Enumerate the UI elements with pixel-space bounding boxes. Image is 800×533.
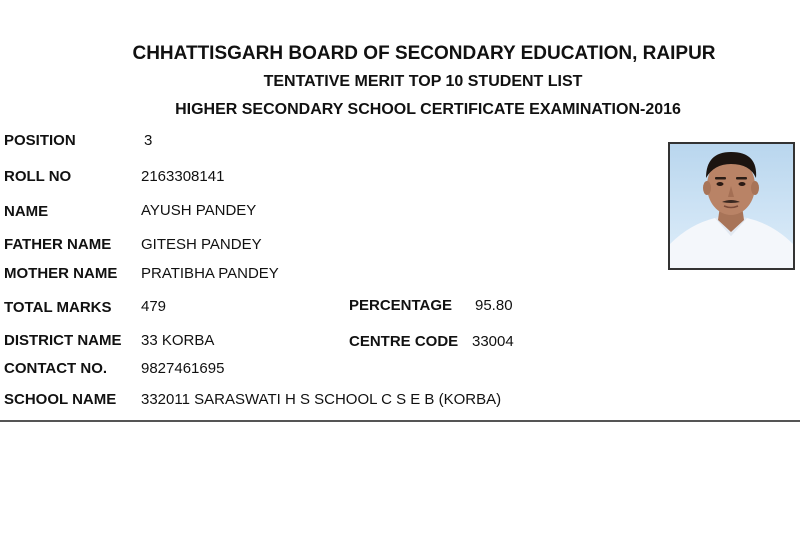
name-label: NAME xyxy=(4,203,49,220)
exam-title: HIGHER SECONDARY SCHOOL CERTIFICATE EXAMINATION-2016 xyxy=(175,101,681,118)
section-divider xyxy=(0,420,800,422)
student-photo xyxy=(668,142,795,270)
father-name-label: FATHER NAME xyxy=(4,236,112,253)
list-title: TENTATIVE MERIT TOP 10 STUDENT LIST xyxy=(263,73,583,90)
percentage-value: 95.80 xyxy=(475,297,513,314)
total-marks-label: TOTAL MARKS xyxy=(4,299,112,316)
roll-no-label: ROLL NO xyxy=(4,168,72,185)
district-name-label: DISTRICT NAME xyxy=(4,332,122,349)
position-value: 3 xyxy=(144,132,153,149)
father-name-value: GITESH PANDEY xyxy=(141,236,262,253)
district-name-value: 33 KORBA xyxy=(141,332,215,349)
school-name-label: SCHOOL NAME xyxy=(4,391,117,408)
percentage-label: PERCENTAGE xyxy=(349,297,453,314)
contact-no-label: CONTACT NO. xyxy=(4,360,108,377)
board-title: CHHATTISGARH BOARD OF SECONDARY EDUCATION, RAIPUR xyxy=(132,43,716,64)
centre-code-value: 33004 xyxy=(472,333,514,350)
student-photo-icon xyxy=(670,144,793,268)
centre-code-label: CENTRE CODE xyxy=(349,333,459,350)
total-marks-value: 479 xyxy=(141,298,167,315)
roll-no-value: 2163308141 xyxy=(141,168,225,185)
name-value: AYUSH PANDEY xyxy=(141,202,257,219)
school-name-value: 332011 SARASWATI H S SCHOOL C S E B (KORBA) xyxy=(141,391,502,408)
mother-name-value: PRATIBHA PANDEY xyxy=(141,265,279,282)
position-label: POSITION xyxy=(4,132,76,149)
mother-name-label: MOTHER NAME xyxy=(4,265,118,282)
contact-no-value: 9827461695 xyxy=(141,360,225,377)
